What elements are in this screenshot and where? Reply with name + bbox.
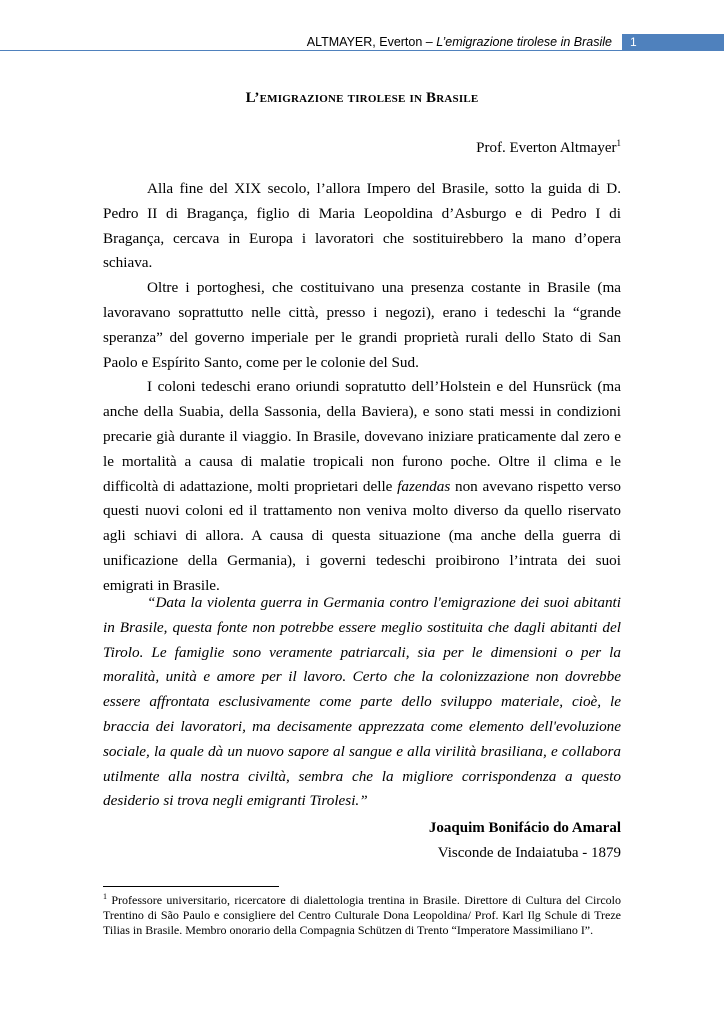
body-text [103,177,621,599]
paragraph-1: Alla fine del XIX secolo, l’allora Impero del Brasile, sotto la guida di D. Pedro II di Bragança, figlio di Maria Leopoldina d’Asburgo e di Pedro I di Bragança, cercava in Europa i lavoratori che sostituirebbero la mano d’opera schiava. [103,180,621,272]
paragraph-3-end: non avevano rispetto verso questi nuovi coloni ed il trattamento non veniva molto diverso da quello riservato agli schiavi di allora. A causa di questa situazione (ma anche della guerra di unificazione della Germania), i governi tedeschi proibirono l’intrata dei suoi emigrati in Brasile. [103,477,621,594]
author-name: Prof. Everton Altmayer [476,140,617,156]
quote-text: “Data la violenta guerra in Germania contro l'emigrazione dei suoi abitanti in Brasile, questa fonte non potrebbe essere meglio sostituita che dagli abitanti del Tirolo. Le famiglie sono veramente patriarcali, sia per le dimensioni o per la moralità, unità e amore per il lavoro. Certo che la colonizzazione non dovrebbe essere affrontata esclusivamente come parte dello sviluppo materiale, cioè, le braccia dei lavoratori, ma decisamente apprezzata come elemento dell'evoluzione sociale, la quale dà un nuovo sapore al sangue e alla virilità brasiliana, e collabora utilmente alla nostra civiltà, sembra che la migliore corrispondenza a questo desiderio si trova negli emigranti Tirolesi.” [103,594,621,810]
author-footnote-ref: 1 [616,138,621,148]
page-number-box [622,34,724,51]
footnote-separator [103,886,279,887]
author-line [476,140,621,157]
quote-author: Joaquim Bonifácio do Amaral [428,820,621,836]
footnote-marker: 1 [103,892,107,901]
header-title: L’emigrazione tirolese in Brasile [436,35,612,49]
header-text [307,35,612,49]
emphasis-fazendas: fazendas [397,477,451,495]
document-title: L’emigrazione tirolese in Brasile [245,90,479,106]
header-author: ALTMAYER, Everton [306,35,423,49]
footnote [103,893,621,938]
footnote-text: Professore universitario, ricercatore di dialettologia trentina in Brasile. Direttore di Cultura del Circolo Trentino di São Paulo e consigliere del Centro Culturale Dona Leopoldina/ Prof. Karl Ilg Schule di Treze Tilias in Brasile. Membro onorario della Compagnia Schützen di Trento “Imperatore Massimiliano I”. [103,893,621,937]
page-number: 1 [630,35,637,49]
running-header [0,34,724,52]
block-quote [103,591,621,814]
header-dash: – [422,35,437,49]
paragraph-3-start: I coloni tedeschi erano oriundi sopratutto dell’Holstein e del Hunsrück (ma anche della Suabia, della Sassonia, della Baviera), e sono stati messi in condizioni precarie già durante il viaggio. In Brasile, dovevano iniziare praticamente dal zero e le mortalità a causa di malatie tropicali non furono poche. Oltre il clima e le difficoltà di adattazione, molti proprietari delle [103,378,621,495]
quote-author-title: Visconde de Indaiatuba - 1879 [437,845,621,861]
paragraph-2: Oltre i portoghesi, che costituivano una presenza costante in Brasile (ma lavoravano soprattutto nelle città, presso i negozi), erano i tedeschi la “grande speranza” del governo imperiale per le grandi proprietà rurali dello Stato di San Paolo e Espírito Santo, come per le colonie del Sud. [103,279,621,371]
header-rule [0,50,622,51]
paragraph-3 [103,375,621,598]
